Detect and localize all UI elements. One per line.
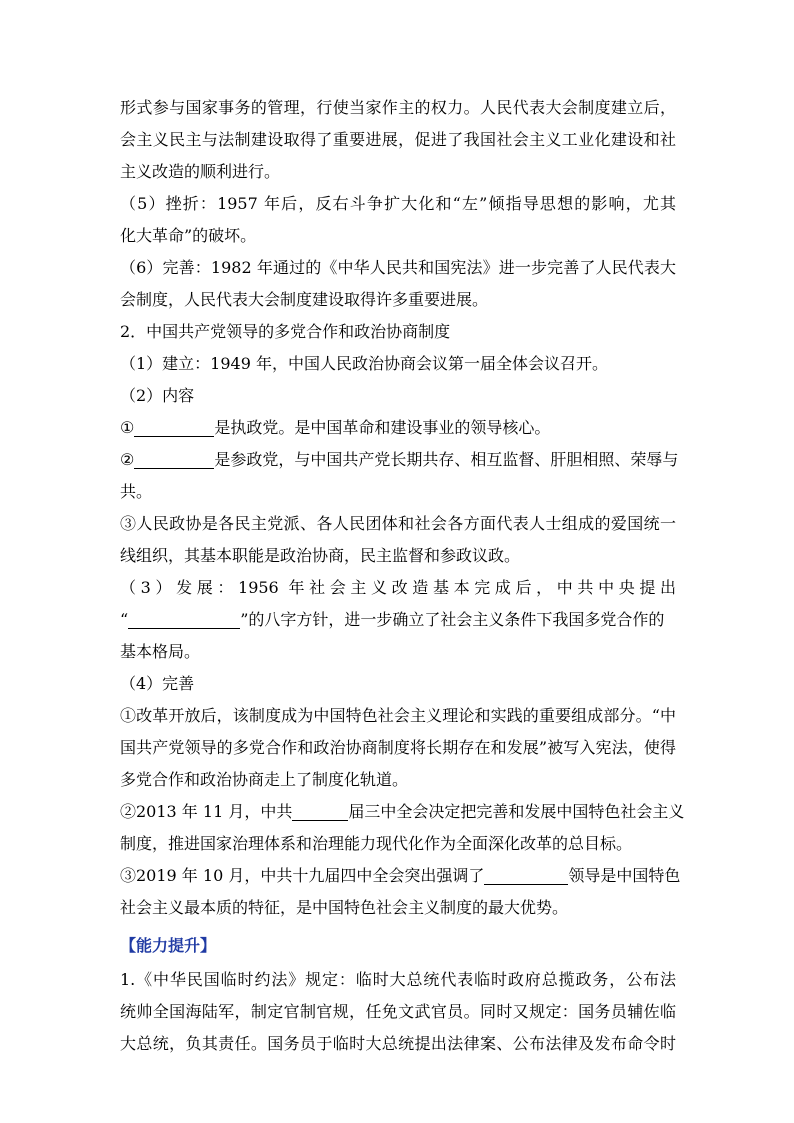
- content-item-1: [120, 412, 676, 444]
- text-line: 会主义民主与法制建设取得了重要进展，促进了我国社会主义工业化建设和社: [120, 130, 676, 149]
- improve-item-2-prefix: ②2013 年 11 月，中共: [120, 802, 293, 821]
- fill-blank[interactable]: [292, 802, 348, 821]
- content-item-3-line: ③人民政协是各民主党派、各人民团体和社会各方面代表人士组成的爱国统一: [120, 514, 676, 533]
- improve-heading: （4）完善: [120, 674, 195, 693]
- content-item-1-suffix: 是执政党。是中国革命和建设事业的领导核心。: [214, 418, 551, 437]
- item-6-line: 会制度，人民代表大会制度建设取得许多重要进展。: [120, 290, 489, 309]
- item-5-line: 化大革命”的破坏。: [120, 226, 257, 245]
- fill-blank[interactable]: [484, 866, 568, 885]
- text-line: 主义改造的顺利进行。: [120, 162, 281, 181]
- improve-item-1-line: 多党合作和政治协商走上了制度化轨道。: [120, 770, 409, 789]
- question-1-line: 大总统，负其责任。国务员于临时大总统提出法律案、公布法律及发布命令时: [120, 1034, 676, 1053]
- improve-item-2: [120, 796, 685, 828]
- establish-line: （1）建立：1949 年，中国人民政治协商会议第一届全体会议召开。: [120, 354, 608, 373]
- page-content: [120, 92, 685, 1060]
- develop-line: （3）发展：1956 年社会主义改造基本完成后，中共中央提出: [120, 578, 676, 597]
- content-item-2-cont: 共。: [120, 482, 153, 501]
- improve-item-1-line: 国共产党领导的多党合作和政治协商制度将长期存在和发展”被写入宪法，使得: [120, 738, 676, 757]
- fill-blank[interactable]: [128, 610, 240, 629]
- improve-item-2-suffix: 届三中全会决定把完善和发展中国特色社会主义: [348, 802, 685, 821]
- item-6-line: （6）完善：1982 年通过的《中华人民共和国宪法》进一步完善了人民代表大: [120, 258, 676, 277]
- content-item-2-prefix: ②: [120, 450, 135, 469]
- fill-blank[interactable]: [134, 418, 214, 437]
- content-heading: （2）内容: [120, 386, 195, 405]
- question-1-line: 统帅全国海陆军，制定官制官规，任免文武官员。同时又规定：国务员辅佐临: [120, 1002, 676, 1021]
- improve-item-1-line: ①改革开放后，该制度成为中国特色社会主义理论和实践的重要组成部分。“中: [120, 706, 676, 725]
- quote-open: “: [120, 610, 129, 629]
- improve-item-3-prefix: ③2019 年 10 月，中共十九届四中全会突出强调了: [120, 866, 485, 885]
- develop-line: 基本格局。: [120, 642, 201, 661]
- improve-item-3: [120, 860, 681, 892]
- improve-item-3-line: 社会主义最本质的特征，是中国特色社会主义制度的最大优势。: [120, 898, 569, 917]
- improve-item-2-line: 制度，推进国家治理体系和治理能力现代化作为全面深化改革的总目标。: [120, 834, 633, 853]
- content-item-2: [120, 444, 679, 476]
- develop-after-blank: ”的八字方针，进一步确立了社会主义条件下我国多党合作的: [240, 610, 665, 629]
- fill-blank[interactable]: [134, 450, 214, 469]
- content-item-3-line: 线组织，其基本职能是政治协商，民主监督和参政议政。: [120, 546, 521, 565]
- text-line: 形式参与国家事务的管理，行使当家作主的权力。人民代表大会制度建立后，: [120, 98, 676, 117]
- section-title-ability: 【能力提升】: [120, 936, 217, 955]
- question-1-line: 1.《中华民国临时约法》规定：临时大总统代表临时政府总揽政务，公布法: [120, 970, 676, 989]
- heading-multiparty-system: 2．中国共产党领导的多党合作和政治协商制度: [120, 322, 451, 341]
- content-item-2-suffix: 是参政党，与中国共产党长期共存、相互监督、肝胆相照、荣辱与: [214, 450, 679, 469]
- improve-item-3-suffix: 领导是中国特色: [568, 866, 681, 885]
- item-5-line: （5）挫折：1957 年后，反右斗争扩大化和“左”倾指导思想的影响，尤其: [120, 194, 676, 213]
- develop-line-2: [120, 604, 676, 636]
- content-item-1-prefix: ①: [120, 418, 135, 437]
